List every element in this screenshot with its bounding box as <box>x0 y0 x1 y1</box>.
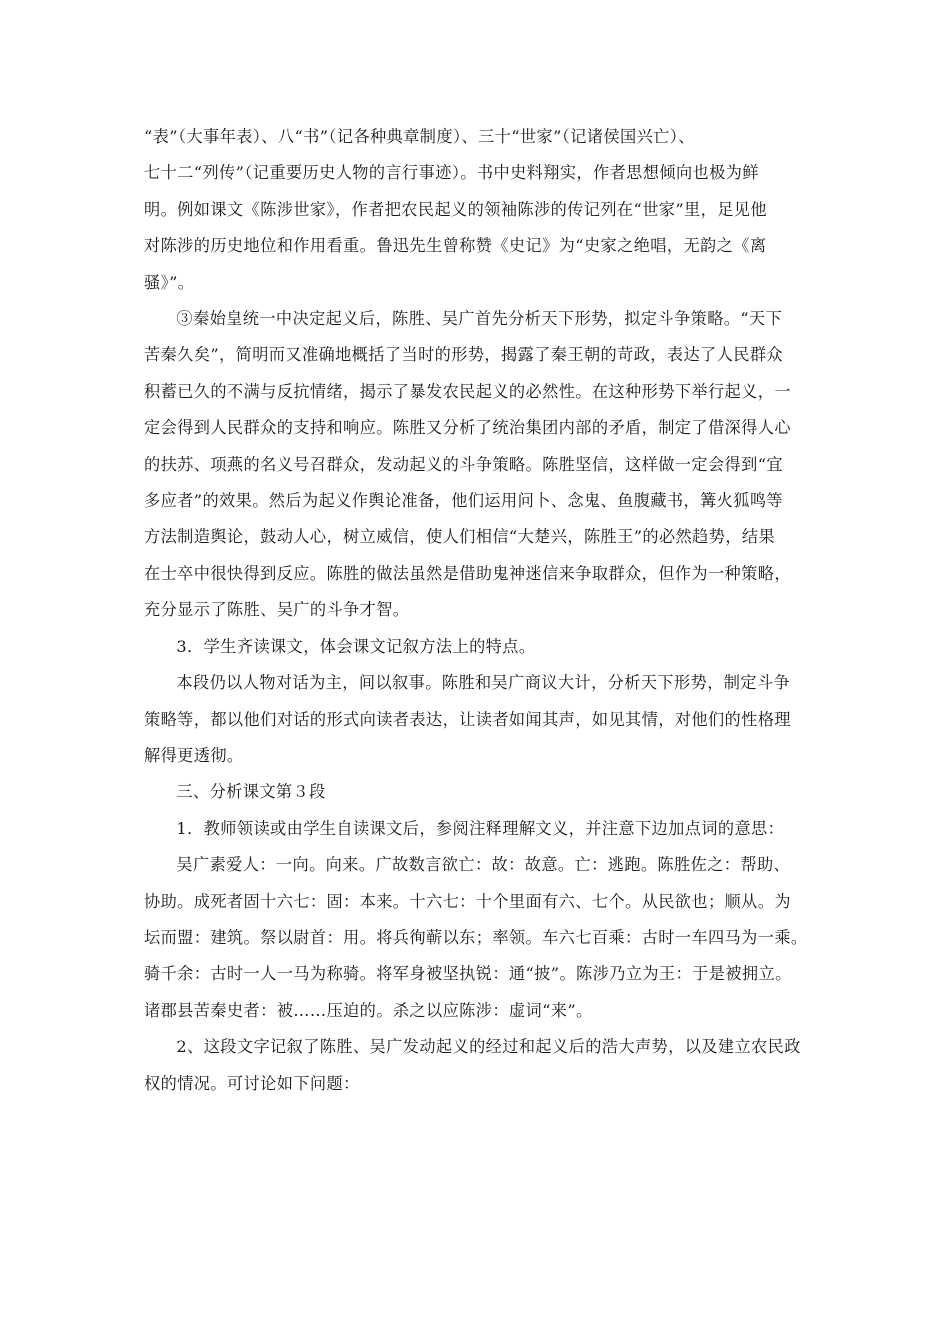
paragraph <box>144 1029 808 1102</box>
text-line: 本段仍以人物对话为主，间以叙事。陈胜和吴广商议大计，分析天下形势，制定斗争 <box>176 673 791 693</box>
text-line: 3．学生齐读课文，体会课文记叙方法上的特点。 <box>176 636 536 656</box>
text-line: 坛而盟：建筑。祭以尉首：用。将兵徇蕲以东；率领。车六七百乘：古时一车四马为一乘。 <box>144 927 808 947</box>
text-line: 充分显示了陈胜、吴广的斗争才智。 <box>144 600 410 620</box>
text-line: 解得更透彻。 <box>144 745 244 765</box>
text-line: 在士卒中很快得到反应。陈胜的做法虽然是借助鬼神迷信来争取群众，但作为一种策略， <box>144 563 791 583</box>
text-line: 骚》”。 <box>144 272 195 292</box>
text-line: “表”（大事年表）、八“书”（记各种典章制度）、三十“世家”（记诸侯国兴亡）、 <box>144 127 695 146</box>
paragraph <box>144 119 808 301</box>
text-line: 2、这段文字记叙了陈胜、吴广发动起义的经过和起义后的浩大声势，以及建立农民政 <box>176 1037 801 1057</box>
text-line: 明。例如课文《陈涉世家》，作者把农民起义的领袖陈涉的传记列在“世家”里，足见他 <box>144 199 767 219</box>
text-line: 定会得到人民群众的支持和响应。陈胜又分析了统治集团内部的矛盾，制定了借深得人心 <box>144 418 791 438</box>
paragraph <box>144 774 808 810</box>
text-line: 多应者”的效果。然后为起义作舆论准备，他们运用问卜、念鬼、鱼腹藏书，篝火狐鸣等 <box>144 491 783 511</box>
text-line: 协助。成死者固十六七：固：本来。十六七：十个里面有六、七个。从民欲也；顺从。为 <box>144 891 791 911</box>
paragraph <box>144 629 808 665</box>
text-line: 苦秦久矣”，简明而又准确地概括了当时的形势，揭露了秦王朝的苛政，表达了人民群众 <box>144 345 783 365</box>
paragraph <box>144 847 808 1029</box>
text-line: 策略等，都以他们对话的形式向读者表达，让读者如闻其声，如见其情，对他们的性格理 <box>144 709 791 729</box>
text-line: 权的情况。可讨论如下问题： <box>144 1073 360 1093</box>
text-line: 吴广素爱人：一向。向来。广故数言欲亡：故：故意。亡：逃跑。陈胜佐之：帮助、 <box>176 855 791 875</box>
text-line: 诸郡县苦秦史者：被……压迫的。杀之以应陈涉：虚词“来”。 <box>144 1000 593 1020</box>
text-line: 的扶苏、项燕的名义号召群众，发动起义的斗争策略。陈胜坚信，这样做一定会得到“宜 <box>144 454 783 474</box>
text-line: 积蓄已久的不满与反抗情绪，揭示了暴发农民起义的必然性。在这种形势下举行起义，一 <box>144 381 791 401</box>
text-line: 方法制造舆论，鼓动人心，树立威信，使人们相信“大楚兴，陈胜王”的必然趋势，结果 <box>144 527 776 547</box>
paragraph <box>144 811 808 847</box>
document-body <box>144 119 808 1102</box>
text-line: 三、分析课文第３段 <box>176 782 326 802</box>
text-line: ③秦始皇统一中决定起义后，陈胜、吴广首先分析天下形势，拟定斗争策略。“天下 <box>176 309 783 329</box>
paragraph <box>144 301 808 629</box>
text-line: 七十二“列传”（记重要历史人物的言行事迹）。书中史料翔实，作者思想倾向也极为鲜 <box>144 163 759 183</box>
text-line: 1．教师领读或由学生自读课文后，参阅注释理解文义，并注意下边加点词的意思： <box>176 818 785 838</box>
text-line: 对陈涉的历史地位和作用看重。鲁迅先生曾称赞《史记》为“史家之绝唱，无韵之《离 <box>144 236 767 256</box>
text-line: 骑千余：古时一人一马为称骑。将军身被坚执锐：通“披”。陈涉乃立为王：于是被拥立。 <box>144 964 792 984</box>
paragraph <box>144 665 808 774</box>
